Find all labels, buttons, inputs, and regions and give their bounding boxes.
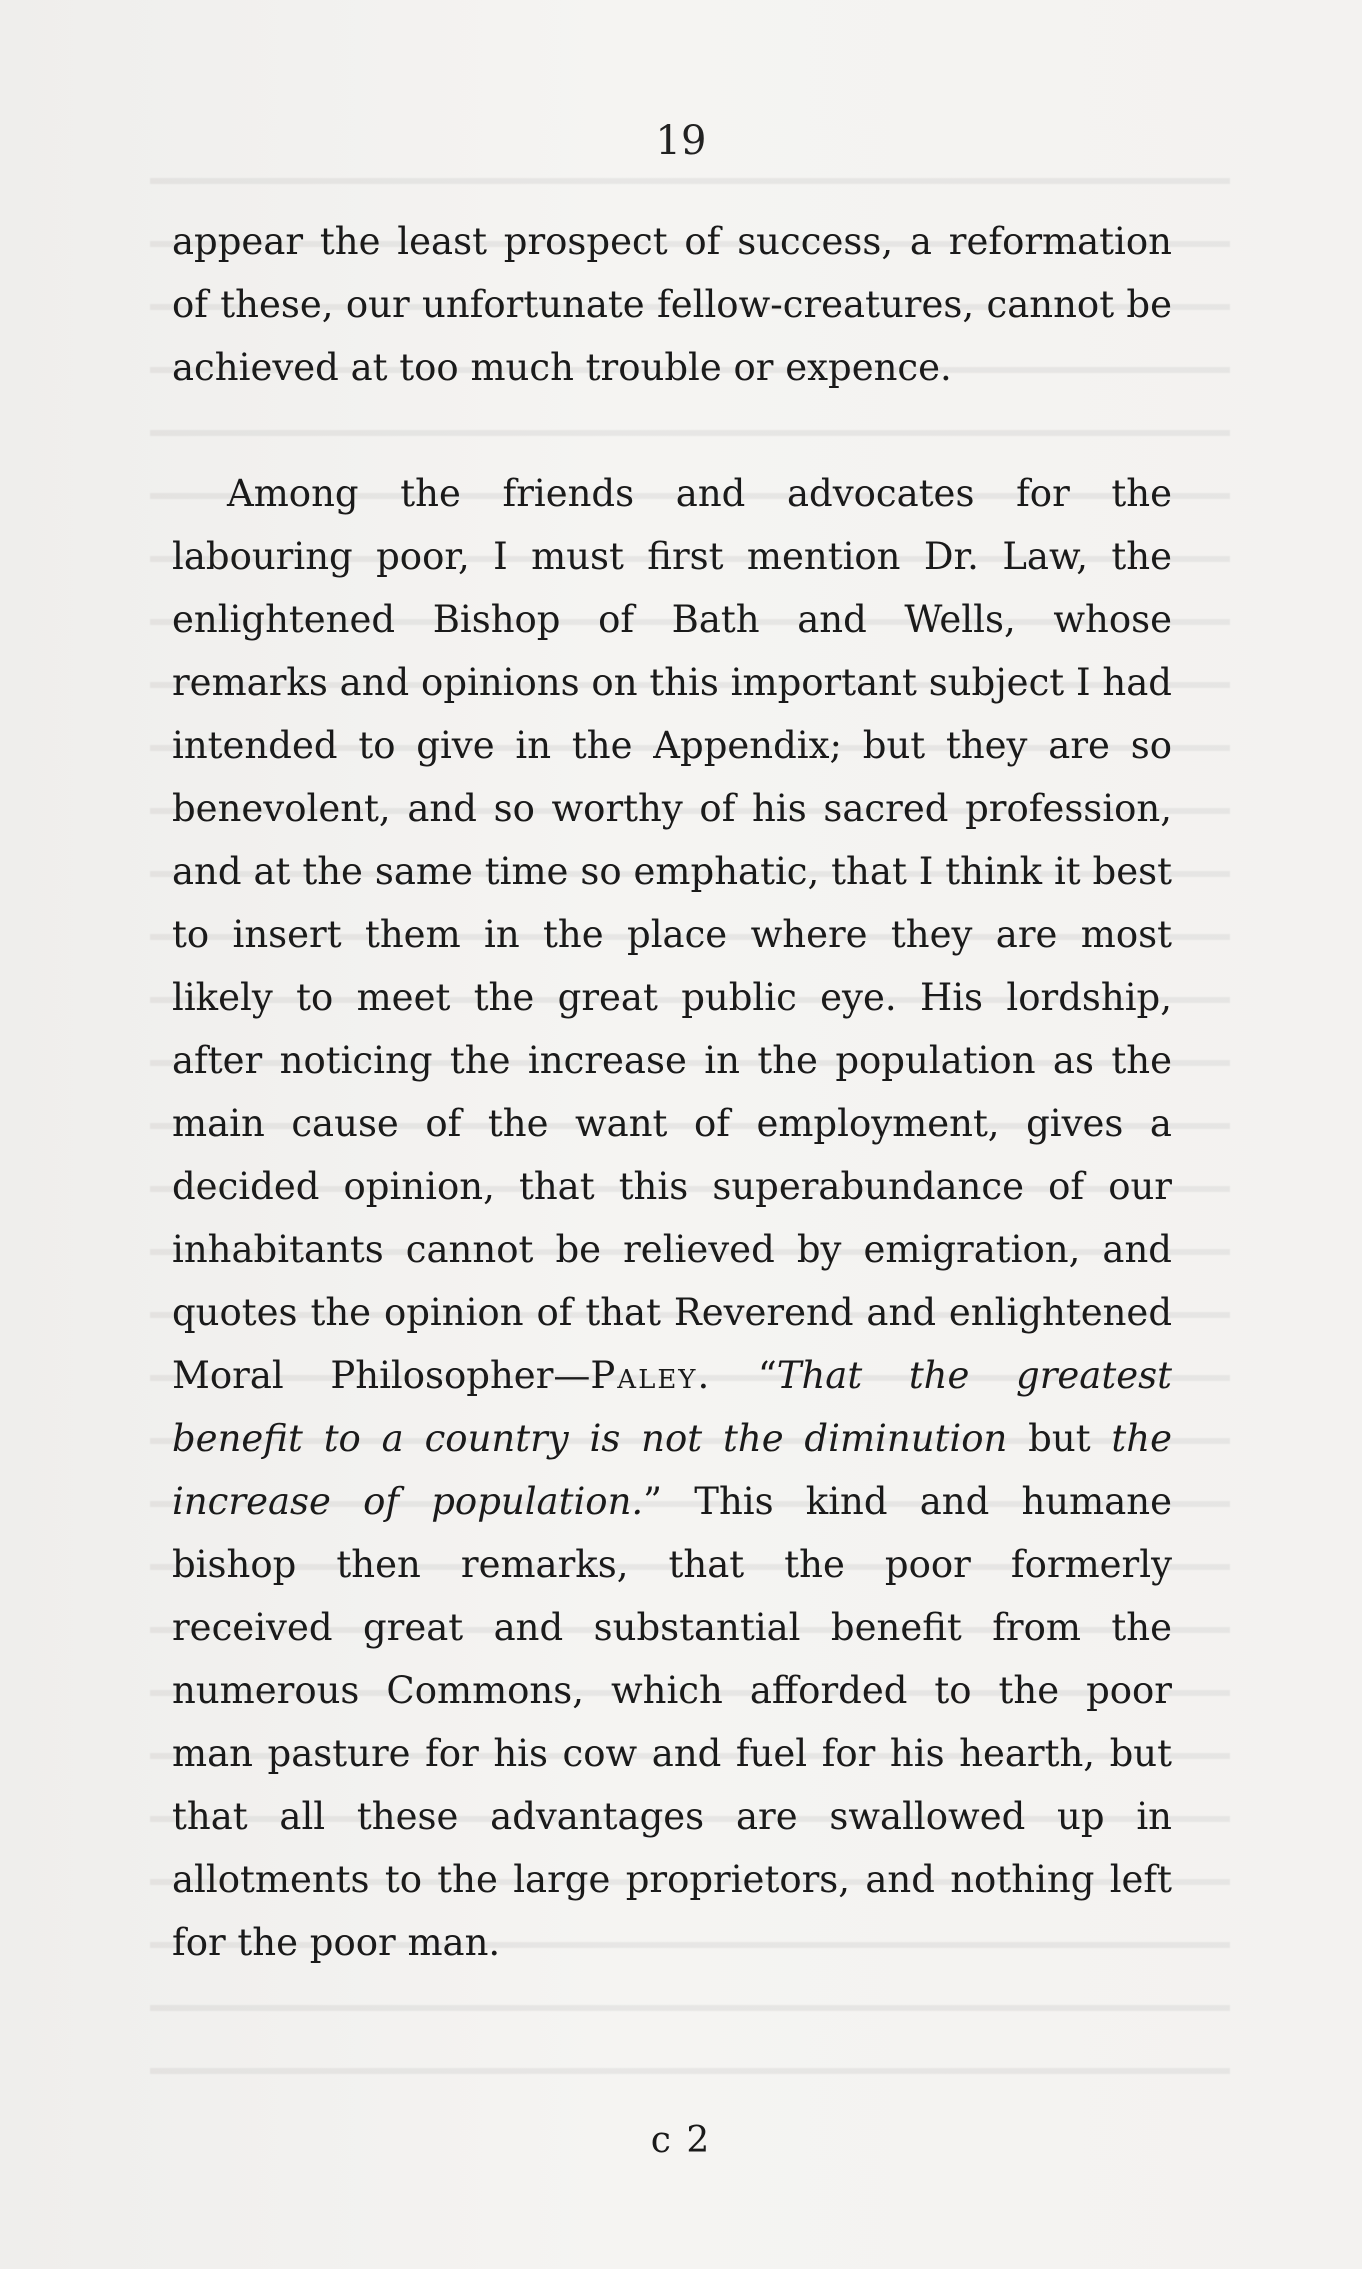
quote-but: but: [1007, 1417, 1112, 1460]
body-text: [172, 210, 1172, 1974]
signature-mark: c 2: [650, 2120, 712, 2161]
page-number: 19: [655, 118, 707, 164]
quote-open-mark: “: [711, 1354, 777, 1397]
paragraph-2: [172, 462, 1172, 1974]
paley-name: Paley.: [590, 1354, 712, 1397]
quote-italic-b: the increase of population.: [172, 1417, 1173, 1523]
paragraph-2-rest: This kind and humane bishop then remarks, that the poor formerly received great and substantial benefit from the numerous Commons, which afforded to the poor man pasture for his cow and fuel for his hearth, but that all these advantages are swallowed up in allotments to the large proprietors, and nothing left for the poor man.: [172, 1480, 1172, 1964]
paragraph-2-intro: Among the friends and advocates for the labouring poor, I must first mention Dr. Law, the enlightened Bishop of Bath and Wells, whose remarks and opinions on this important subject I had intended to give in the Appendix; but they are so benevolent, and so worthy of his sacred profession, and at the same time so emphatic, that I think it best to insert them in the place where they are most likely to meet the great public eye. His lordship, after noticing the increase in the population as the main cause of the want of employment, gives a decided opinion, that this superabundance of our inhabitants cannot be relieved by emigration, and quotes the opinion of that Reverend and enlightened Moral Philosopher—: [172, 472, 1172, 1397]
paragraph-1: appear the least prospect of success, a reformation of these, our unfortunate fellow-creatures, cannot be achieved at too much trouble or expence.: [172, 220, 1172, 389]
quote-close-mark: ”: [643, 1480, 663, 1523]
quote-italic-a: That the greatest benefit to a country is not the diminution: [172, 1354, 1172, 1460]
